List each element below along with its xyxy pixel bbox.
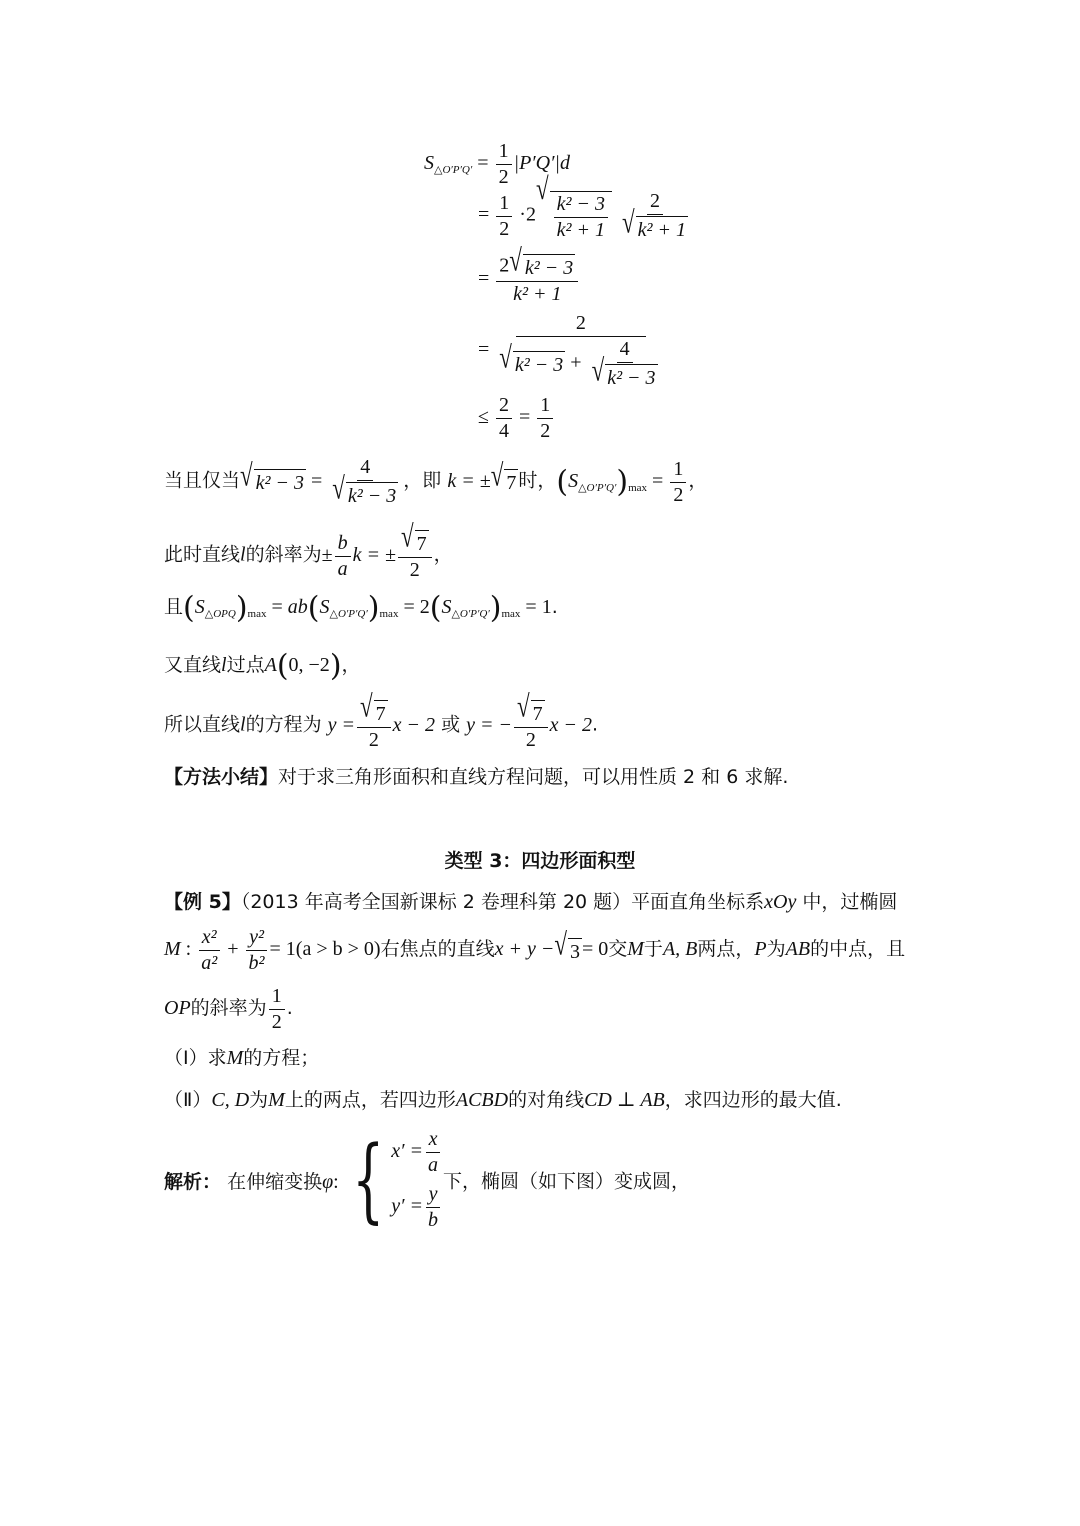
section-title: 类型 3：四边形面积型 — [444, 850, 636, 872]
lead-text: 此时直线 — [164, 543, 241, 566]
half-num: 1 — [496, 192, 512, 217]
phi-symbol: φ — [322, 1170, 334, 1193]
eq: = — [652, 469, 664, 492]
num-rad: k² − 3 — [523, 254, 575, 280]
equals-sign: = — [478, 203, 490, 226]
s-symbol: S — [568, 469, 579, 492]
num: 2 — [516, 312, 646, 337]
summary-label: 【方法小结】 — [164, 766, 279, 788]
row2-den: b — [428, 1209, 439, 1231]
example-text: 中，过椭圆 — [802, 891, 898, 913]
area-subscript: △O′P′Q′ — [434, 164, 473, 177]
line-l: l — [221, 654, 227, 676]
half-den: 2 — [271, 1011, 282, 1033]
sqrt7: 7 — [504, 469, 518, 495]
den-rad: k² − 3 — [513, 351, 565, 377]
res-den: 2 — [673, 483, 684, 506]
row2-num: y — [426, 1183, 441, 1208]
example-line-3 — [164, 985, 293, 1034]
part-2-text-d: ，求四边形的最大值. — [664, 1089, 842, 1111]
ab-points: A, B — [662, 938, 698, 961]
coef-two: 2 — [525, 203, 536, 226]
acbd: ACBD — [455, 1089, 509, 1111]
tail: ， — [688, 469, 708, 492]
frac-num: 4 — [357, 456, 373, 481]
derivation-step-4: = 2 √ k² − 3 + 4 √ k² − 3 — [478, 312, 656, 389]
part-2 — [164, 1085, 842, 1112]
part-1 — [164, 1043, 319, 1070]
le-sign: ≤ — [478, 406, 489, 429]
row1-den: a — [428, 1154, 439, 1176]
dot: · — [519, 203, 526, 226]
f2-num: 1 — [537, 394, 553, 419]
xoy: xOy — [764, 891, 797, 913]
abs-pq: |P′Q′| — [513, 152, 560, 175]
tail: ， — [341, 654, 361, 676]
slope-line: 此时直线l的斜率为± $\frac{b}{a}$ k = ± √ 7 2 ， — [164, 519, 453, 581]
mid-text: 过点 — [226, 654, 265, 676]
line-l: l — [240, 713, 246, 736]
m-symbol: M — [268, 1089, 285, 1111]
equals-sign: = — [518, 406, 531, 429]
or-text: 或 — [441, 713, 461, 736]
m-symbol: M — [226, 1047, 244, 1069]
max1: max — [247, 608, 267, 620]
result: 1 — [541, 596, 552, 618]
eq0: = 0 — [581, 938, 609, 961]
equals-sign: = — [478, 338, 490, 361]
analysis-line: 解析： 在伸缩变换φ: { x′ = $\frac{x}{a}$ y′ = $\frac{y}{b}$ 下，椭圆（如下图）变成圆， — [164, 1126, 691, 1233]
rad: k² − 3 — [254, 469, 306, 495]
text-a: 右焦点的直线 — [380, 938, 495, 961]
s3-sub: △O′P′Q′ — [451, 608, 490, 620]
y2: y² — [246, 926, 267, 951]
point-a: A — [264, 654, 277, 676]
summary-text: 对于求三角形面积和直线方程问题，可以用性质 2 和 6 求解. — [278, 766, 789, 788]
text-e: 为 — [766, 938, 786, 961]
max3: max — [501, 608, 521, 620]
x-minus-2: x − 2 — [549, 713, 592, 736]
analysis-label: 解析： — [164, 1170, 222, 1193]
mid-text: 的方程为 — [245, 713, 322, 736]
method-summary — [164, 762, 788, 789]
f1-den: 4 — [498, 420, 509, 442]
lead-text: 当且仅当 — [164, 469, 241, 492]
row2-lhs: y′ = — [391, 1195, 424, 1218]
cd-points: C, D — [211, 1089, 250, 1111]
frac-den-rad: k² + 1 — [636, 216, 688, 242]
rad-den: k² + 1 — [556, 218, 605, 241]
example-line-1 — [164, 887, 897, 914]
analysis-text-b: 下，椭圆（如下图）变成圆， — [443, 1170, 691, 1193]
distance-d: d — [559, 152, 570, 175]
equals-sign: = — [477, 152, 489, 175]
equality-condition-line: 当且仅当 √ k² − 3 = 4 √ k² − 3 ，即 k = ± √ 7 时，$(S_{\triangle O'P'Q'})_{max}$ = $\frac{1}{2}$ ， — [164, 456, 708, 507]
part-2-text-a: 为 — [249, 1089, 269, 1111]
sqrt7: 7 — [415, 530, 429, 556]
den: k² + 1 — [513, 283, 562, 305]
tail: . — [592, 713, 599, 736]
max-label: max — [628, 481, 648, 494]
mid-text: ，即 — [403, 469, 442, 492]
ab-segment: AB — [785, 938, 811, 961]
num-coef: 2 — [499, 254, 510, 277]
perp-expr: CD ⊥ AB — [584, 1089, 665, 1111]
k-eq: k = ± — [447, 469, 491, 492]
derivation-step-2: = $\frac{1}{2}$ ·2 √ $\frac{\text{k² − 3}}{\text{k² + 1}}$ 2 √ k² + 1 — [478, 171, 686, 241]
part-2-text-c: 的对角线 — [508, 1089, 585, 1111]
k-eq: k = ± — [352, 543, 396, 566]
part-2-label: （Ⅱ） — [164, 1089, 212, 1111]
inner-num: 4 — [617, 338, 633, 363]
a: a — [337, 557, 348, 580]
p-symbol: P — [754, 938, 767, 961]
den: 2 — [368, 729, 379, 751]
y-eq: y = — [327, 713, 356, 736]
frac-den-rad: k² − 3 — [346, 482, 398, 508]
two: 2 — [419, 596, 430, 618]
s-sub: △O′P′Q′ — [578, 481, 617, 494]
derivation-step-3: = 2 √ k² − 3 k² + 1 — [478, 254, 580, 306]
line-l: l — [240, 543, 246, 566]
max2: max — [379, 608, 399, 620]
line-expr: x + y − — [494, 938, 555, 961]
f2-den: 2 — [540, 420, 551, 442]
text-slope: 的斜率为 — [190, 997, 267, 1020]
part-2-text-b: 上的两点，若四边形 — [284, 1089, 456, 1111]
coords: 0, −2 — [288, 654, 330, 676]
a2: a² — [201, 952, 218, 974]
op-symbol: OP — [164, 997, 191, 1020]
text-d: 两点， — [697, 938, 755, 961]
sqrt7: 7 — [374, 700, 388, 726]
half-den: 2 — [499, 217, 510, 240]
den: 2 — [409, 559, 420, 581]
ab: ab — [287, 596, 308, 618]
den-2: 2 — [525, 729, 536, 751]
tail: . — [286, 997, 293, 1020]
m-symbol-2: M — [627, 938, 644, 961]
half-den: 2 — [498, 166, 509, 188]
row1-num: x — [426, 1128, 441, 1153]
and-line: 且$(S_{\triangle OPQ})_{max} = ab(S_{\triangle O'P'Q'})_{max} = 2(S_{\triangle O'P'Q'})_{max} = 1$. — [164, 590, 558, 626]
part-1-text-b: 的方程； — [243, 1047, 320, 1069]
condition: = 1(a > b > 0) — [269, 938, 381, 961]
derivation-step-5 — [478, 394, 555, 443]
example-source: （2013 年高考全国新课标 2 卷理科第 20 题）平面直角坐标系 — [240, 891, 765, 913]
analysis-text-a: 在伸缩变换 — [227, 1170, 323, 1193]
half-num: 1 — [496, 140, 512, 165]
m-symbol: M — [164, 938, 181, 961]
s1-sub: △OPQ — [204, 608, 236, 620]
mid-text: 的斜率为 — [245, 543, 322, 566]
rad-num: k² − 3 — [554, 193, 608, 218]
text-c: 于 — [643, 938, 663, 961]
plus: + — [570, 351, 582, 374]
example-line-2: M : $\frac{\text{x²}}{\text{a²}}$ + $\frac{\text{y²}}{\text{b²}}$ = 1(a > b > 0)右焦点的直线x + y − √ 3 = 0交M于A, B两点，P为AB的中点，且 — [164, 926, 906, 974]
tail: . — [551, 596, 558, 618]
frac-num: 2 — [647, 190, 663, 215]
sqrt7-2: 7 — [531, 700, 545, 726]
x2: x² — [199, 926, 220, 951]
tail: ， — [433, 543, 453, 566]
shi-text: 时， — [518, 469, 557, 492]
pm: ± — [321, 543, 333, 566]
sqrt3: 3 — [568, 938, 582, 964]
res-num: 1 — [670, 458, 686, 483]
half-num: 1 — [269, 985, 285, 1010]
lead-text: 且 — [164, 596, 184, 618]
area-symbol: S — [424, 152, 434, 175]
transform-cases: { x′ = $\frac{x}{a}$ y′ = $\frac{y}{b}$ — [339, 1128, 443, 1232]
equals-sign: = — [478, 267, 490, 290]
x-minus: x − 2 — [392, 713, 436, 736]
lead-text: 又直线 — [164, 654, 222, 676]
part-1-text-a: 求 — [207, 1047, 227, 1069]
example-label: 【例 5】 — [164, 891, 241, 913]
f1-num: 2 — [496, 394, 512, 419]
lead-text: 所以直线 — [164, 713, 241, 736]
text-f: 的中点，且 — [810, 938, 906, 961]
b: b — [335, 532, 351, 557]
inner-den-rad: k² − 3 — [605, 364, 657, 390]
text-b: 交 — [608, 938, 628, 961]
equation-line: 所以直线l的方程为 y = √ 7 2 x − 2 或 y = − √ 7 2 x − 2. — [164, 689, 599, 751]
pass-point-line: 又直线l过点A(0, −2)， — [164, 648, 361, 684]
row1-lhs: x′ = — [391, 1140, 424, 1163]
b2: b² — [248, 952, 265, 974]
y-eq-neg: y = − — [466, 713, 512, 736]
part-1-label: （Ⅰ） — [164, 1047, 208, 1069]
s2-sub: △O′P′Q′ — [329, 608, 368, 620]
